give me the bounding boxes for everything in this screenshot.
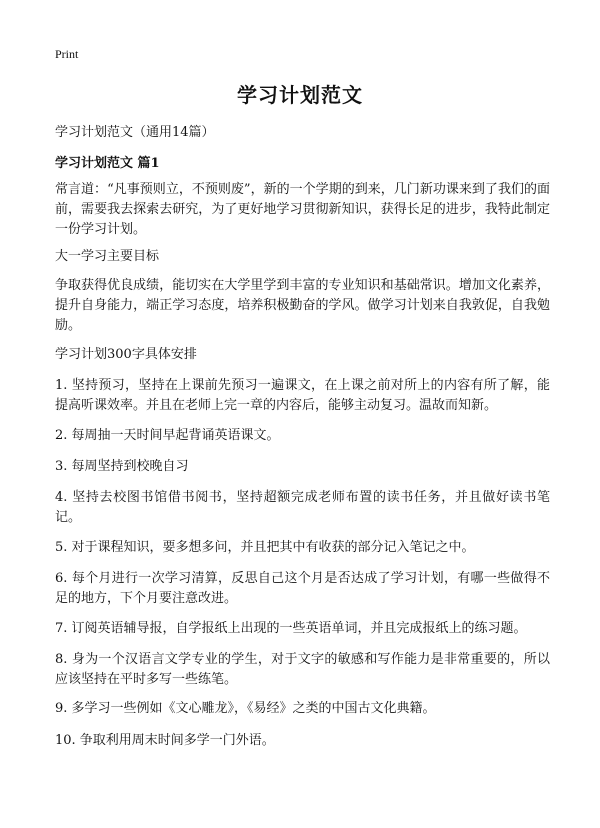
list-item: 10. 争取利用周末时间多学一门外语。	[55, 733, 275, 748]
list-item: 3. 每周坚持到校晚自习	[55, 459, 189, 474]
list-item: 4. 坚持去校图书馆借书阅书，坚持超额完成老师布置的读书任务，并且做好读书笔记。	[55, 490, 550, 525]
list-item: 8. 身为一个汉语言文学专业的学生，对于文字的敏感和写作能力是非常重要的，所以应该坚持在平时多写一些练笔。	[55, 652, 550, 687]
section-heading: 学习计划范文 篇1	[55, 156, 160, 171]
list-item: 5. 对于课程知识，要多想多问，并且把其中有收获的部分记入笔记之中。	[55, 540, 475, 555]
document-subtitle: 学习计划范文（通用14篇）	[55, 125, 215, 140]
plan-heading: 学习计划300字具体安排	[55, 347, 197, 362]
page-title: 学习计划范文	[237, 83, 363, 107]
list-item: 9. 多学习一些例如《文心雕龙》，《易经》之类的中国古文化典籍。	[55, 701, 436, 716]
intro-paragraph: 常言道：“凡事预则立，不预则废”，新的一个学期的到来，几门新功课来到了我们的面前，需要我去探索去研究，为了更好地学习贯彻新知识，获得长足的进步，我特此制定一份学习计划。	[55, 182, 550, 237]
goal-heading: 大一学习主要目标	[55, 249, 160, 264]
print-link[interactable]: Print	[55, 47, 79, 61]
list-item: 6. 每个月进行一次学习清算，反思自己这个月是否达成了学习计划，有哪一些做得不足的地方，下个月要注意改进。	[55, 571, 550, 606]
list-item: 1. 坚持预习，坚持在上课前先预习一遍课文，在上课之前对所上的内容有所了解，能提高听课效率。并且在老师上完一章的内容后，能够主动复习。温故而知新。	[55, 378, 550, 413]
list-item: 2. 每周抽一天时间早起背诵英语课文。	[55, 428, 280, 443]
list-item: 7. 订阅英语辅导报，自学报纸上出现的一些英语单词，并且完成报纸上的练习题。	[55, 621, 527, 636]
goal-paragraph: 争取获得优良成绩，能切实在大学里学到丰富的专业知识和基础常识。增加文化素养，提升自身能力，端正学习态度，培养积极勤奋的学风。做学习计划来自我敦促，自我勉励。	[55, 278, 550, 333]
